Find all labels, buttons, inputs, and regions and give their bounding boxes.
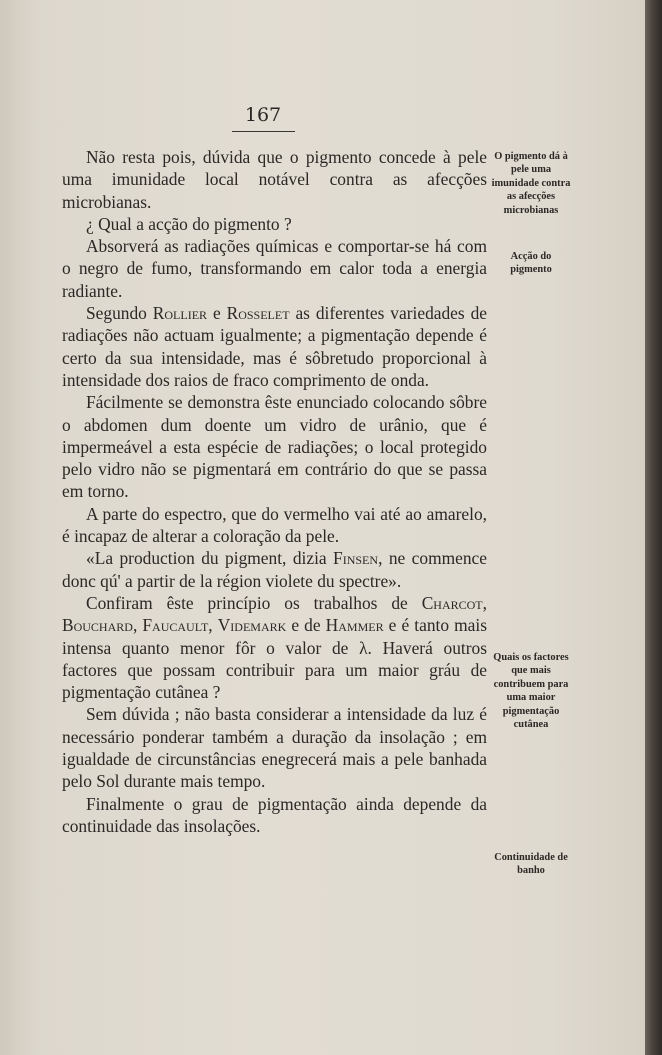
paragraph [62, 547, 487, 592]
author-name: Finsen [333, 548, 379, 569]
sidenote: O pigmento dá à pele uma imunidade contra as afecções microbianas [491, 151, 571, 216]
author-name: Faucault [142, 615, 209, 636]
text-run: «La production du pigment, dizia [86, 548, 334, 569]
text-run: Confiram êste princípio os trabalhos de [86, 592, 422, 613]
text-run: Fácilmente se demonstra êste enunciado colocando sôbre o abdomen dum doente um vidro de urânio, que é impermeável a esta espécie de radiações; o local protegido pelo vidro não se pigmentará em contrário do que se passa em torno. [62, 392, 487, 502]
text-run: e de [286, 615, 326, 636]
text-run: Finalmente o grau de pigmentação ainda depende da continuidade das insolações. [62, 793, 487, 836]
paragraph [62, 793, 487, 838]
text-run: , ne commence donc qú' a partir de la région violete du spectre». [62, 548, 487, 591]
sidenote: Continuidade de banho [494, 852, 568, 877]
text-run: as diferentes variedades de radiações não actuam igualmente; a pigmentação depende é certo da sua intensidade, mas é sôbretudo proporcional à intensidade dos raios de fraco comprimento de onda. [62, 303, 487, 390]
paragraph [62, 503, 487, 548]
paragraph [62, 391, 487, 502]
page-edge [645, 0, 662, 1055]
author-name: Bouchard [62, 615, 133, 636]
text-run: ¿ Qual a acção do pigmento ? [86, 213, 292, 234]
author-name: Charcot [421, 592, 483, 613]
text-run: A parte do espectro, que do vermelho vai até ao amarelo, é incapaz de alterar a coloração da pele. [62, 503, 487, 547]
author-name: Rollier [152, 303, 208, 324]
text-run: , [132, 615, 143, 636]
author-name: Rosselet [226, 303, 290, 324]
author-name: Videmark [217, 615, 287, 636]
sidenote: Acção do pigmento [510, 251, 552, 276]
text-run: e [207, 303, 227, 324]
text-run: Absorverá as radiações químicas e comportar-se há com o negro de fumo, transformando em calor toda a energia radiante. [62, 236, 487, 301]
page-number-rule [232, 131, 295, 132]
text-run: , [208, 615, 218, 636]
text-run: Não resta pois, dúvida que o pigmento concede à pele uma imunidade local notável contra as afecções microbianas. [62, 147, 487, 212]
paragraph [62, 703, 487, 792]
paragraph [62, 213, 487, 235]
text-run: , [482, 592, 487, 613]
sidenote: Quais os factores que mais contribuem para uma maior pigmentação cutânea [493, 652, 569, 731]
text-run: Sem dúvida ; não basta considerar a intensidade da luz é necessário ponderar também a duração da insolação ; em igualdade de circunstâncias enegrecerá mais a pele banhada pelo Sol durante mais tempo. [62, 704, 487, 792]
author-name: Hammer [325, 615, 384, 636]
paragraph [62, 302, 487, 391]
body-text [62, 146, 487, 837]
paragraph [62, 146, 487, 213]
text-run: e é tanto mais intensa quanto menor fôr o valor de λ. Haverá outros factores que possam contribuir para um maior gráu de pigmentação cutânea ? [62, 615, 487, 703]
paragraph [62, 592, 487, 703]
paragraph [62, 235, 487, 302]
text-run: Segundo [86, 303, 153, 324]
page-number: 167 [244, 104, 282, 126]
